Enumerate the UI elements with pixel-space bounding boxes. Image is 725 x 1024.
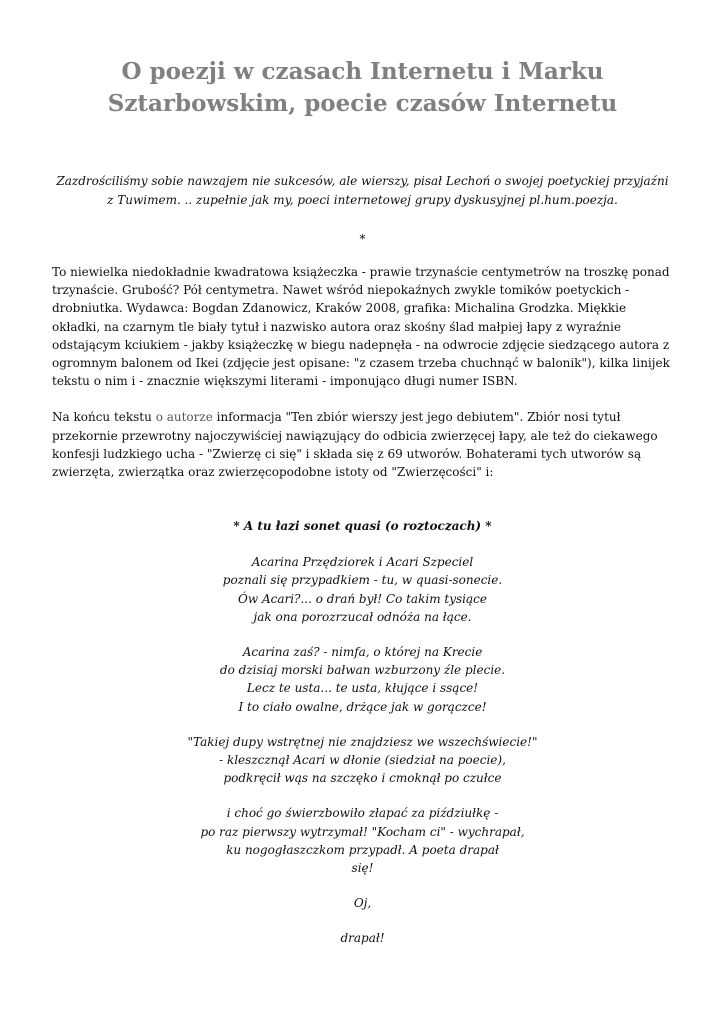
poem-stanza bbox=[52, 804, 673, 877]
poem-line: drapał! bbox=[340, 931, 385, 946]
poem-line: do dzisiaj morski bałwan wzburzony źle plecie. bbox=[219, 663, 506, 678]
poem-line: po raz pierwszy wytrzymał! "Kocham ci" - wychrapał, bbox=[200, 824, 525, 839]
poem-body bbox=[52, 553, 673, 947]
intro-quote: Zazdrościliśmy sobie nawzajem nie sukcesów, ale wierszy, pisał Lechoń o swojej poetyckiej przyjaźni z Tuwimem. .. zupełnie jak my, poeci internetowej grupy dyskusyjnej pl.hum.poezja. bbox=[56, 174, 669, 207]
poem-stanza bbox=[52, 894, 673, 912]
paragraph-text-after-link: informacja "Ten zbiór wierszy jest jego debiutem". Zbiór nosi tytuł przekornie przewrotny najoczywiściej nawiązujący do odbicia zwierzęcej łapy, ale też do ciekawego konfesji ludzkiego ucha - "Zwierzę ci się" i składa się z 69 utworów. Bohaterami tych utworów są zwierzęta, zwierzątka oraz zwierzęcopodobne istoty od "Zwierzęcości" i: bbox=[52, 410, 658, 480]
poem-line: poznali się przypadkiem - tu, w quasi-sonecie. bbox=[222, 573, 503, 588]
paragraph-collection-info bbox=[52, 408, 673, 481]
poem-stanza bbox=[52, 733, 673, 788]
poem-stanza bbox=[52, 643, 673, 716]
poem-line: Acarina zaś? - nimfa, o której na Krecie bbox=[242, 645, 483, 660]
poem-line: Ów Acari?... o drań był! Co takim tysiące bbox=[238, 591, 487, 606]
poem-line: i choć go świerzbowiło złapać za piździułkę - bbox=[226, 806, 499, 821]
poem-line: się! bbox=[351, 861, 374, 876]
poem-line: ku nogogłaszczkom przypadł. A poeta drapał bbox=[226, 842, 499, 857]
about-author-link[interactable]: o autorze bbox=[155, 410, 213, 425]
poem-title: * A tu łazi sonet quasi (o roztoczach) * bbox=[233, 519, 492, 534]
poem-line: Acarina Przędziorek i Acari Szpeciel bbox=[251, 555, 474, 570]
poem-line: podkręcił wąs na szczęko i cmoknął po czułce bbox=[223, 771, 502, 786]
poem-stanza bbox=[52, 929, 673, 947]
poem-line: jak ona porozrzucał odnóża na łące. bbox=[253, 609, 472, 624]
poem-stanza bbox=[52, 553, 673, 626]
poem-line: Oj, bbox=[353, 896, 372, 911]
paragraph-book-description: To niewielka niedokładnie kwadratowa książeczka - prawie trzynaście centymetrów na troszkę ponad trzynaście. Grubość? Pół centymetra. Nawet wśród niepokaźnych zwykle tomików poetyckich - drobniutka. Wydawca: Bogdan Zdanowicz, Kraków 2008, grafika: Michalina Grodzka. Miękkie okładki, na czarnym tle biały tytuł i nazwisko autora oraz skośny ślad małpiej łapy z wyraźnie odstającym kciukiem - jakby książeczkę w biegu nadepnęła - na odwrocie zdjęcie siedzącego autora z ogromnym balonem od Ikei (zdjęcie jest opisane: "z czasem trzeba chuchnąć w balonik"), kilka linijek tekstu o nim i - znacznie większymi literami - imponująco długi numer ISBN. bbox=[52, 265, 670, 389]
article-title: O poezji w czasach Internetu i Marku Sztarbowskim, poecie czasów Internetu bbox=[107, 58, 618, 117]
poem-line: I to ciało owalne, drżące jak w gorączce! bbox=[238, 699, 487, 714]
poem-line: Lecz te usta... te usta, kłujące i ssące! bbox=[246, 681, 479, 696]
paragraph-text-before-link: Na końcu tekstu bbox=[52, 410, 156, 425]
poem-line: - kleszcznął Acari w dłonie (siedział na poecie), bbox=[219, 753, 506, 768]
poem-line: "Takiej dupy wstrętnej nie znajdziesz we wszechświecie!" bbox=[187, 734, 538, 749]
section-separator: * bbox=[359, 232, 366, 246]
